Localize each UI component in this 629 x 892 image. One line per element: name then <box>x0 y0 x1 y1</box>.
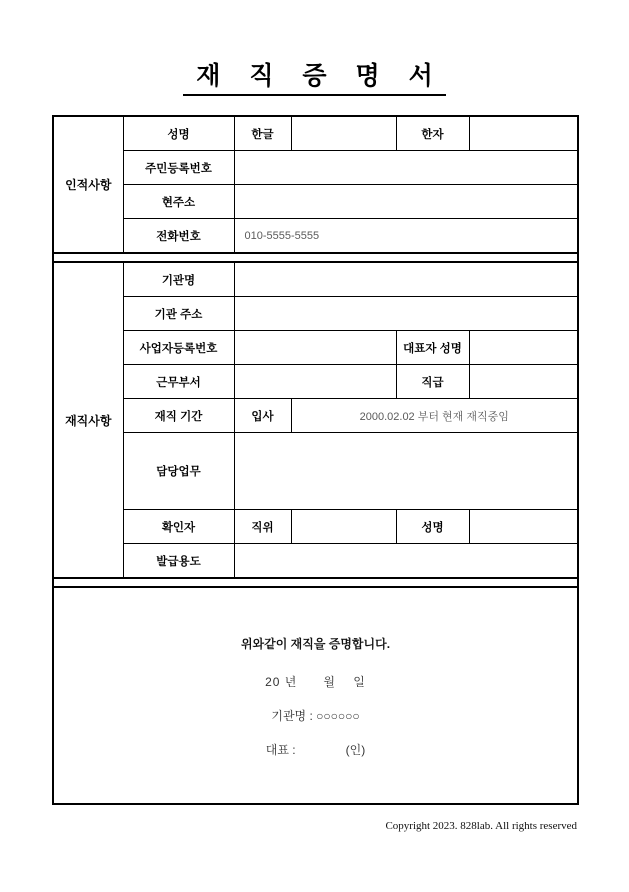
table-row-duties <box>53 433 578 510</box>
table-row-org-address <box>53 297 578 331</box>
certificate-table <box>52 115 579 805</box>
input-department[interactable] <box>234 365 396 399</box>
separator-bar-bottom <box>53 578 578 587</box>
input-verifier-position[interactable] <box>291 510 396 544</box>
field-label-verifier: 확인자 <box>123 510 234 544</box>
input-rank[interactable] <box>469 365 578 399</box>
table-row-resident-id <box>53 151 578 185</box>
field-label-resident-id: 주민등록번호 <box>123 151 234 185</box>
field-label-period: 재직 기간 <box>123 399 234 433</box>
input-resident-id[interactable] <box>234 151 578 185</box>
table-row-verifier <box>53 510 578 544</box>
section-label-employment: 재직사항 <box>53 262 123 578</box>
statement-block <box>53 587 578 804</box>
table-row-name <box>53 116 578 151</box>
table-row-address <box>53 185 578 219</box>
input-phone[interactable]: 010-5555-5555 <box>234 219 578 254</box>
table-row-period <box>53 399 578 433</box>
page-title: 재 직 증 명 서 <box>183 62 446 96</box>
field-label-rank: 직급 <box>396 365 469 399</box>
table-row-department <box>53 365 578 399</box>
input-org-name[interactable] <box>234 262 578 297</box>
input-purpose[interactable] <box>234 544 578 579</box>
sub-label-verifier-name: 성명 <box>396 510 469 544</box>
statement-certify-text: 위와같이 재직을 증명합니다. <box>240 637 391 651</box>
section-label-personal: 인적사항 <box>53 116 123 253</box>
field-label-address: 현주소 <box>123 185 234 219</box>
separator-bar <box>53 253 578 262</box>
field-label-org-name: 기관명 <box>123 262 234 297</box>
statement-inner <box>54 588 577 758</box>
input-business-number[interactable] <box>234 331 396 365</box>
input-name-hanja[interactable] <box>469 116 578 151</box>
table-row-org-name <box>53 262 578 297</box>
statement-date-line[interactable]: 20 년 월 일 <box>265 675 366 689</box>
copyright-notice: Copyright 2023. 828lab. All rights reserved <box>385 820 577 832</box>
table-row-phone <box>53 219 578 254</box>
field-label-duties: 담당업무 <box>123 433 234 510</box>
input-duties[interactable] <box>234 433 578 510</box>
field-label-business-number: 사업자등록번호 <box>123 331 234 365</box>
input-org-address[interactable] <box>234 297 578 331</box>
input-name-hangul[interactable] <box>291 116 396 151</box>
field-label-name: 성명 <box>123 116 234 151</box>
input-verifier-name[interactable] <box>469 510 578 544</box>
statement-org-line[interactable]: 기관명 : ○○○○○○ <box>271 709 360 723</box>
input-period-value[interactable]: 2000.02.02 부터 현재 재직중임 <box>291 399 578 433</box>
field-label-department: 근무부서 <box>123 365 234 399</box>
section-separator-top <box>53 253 578 262</box>
field-label-org-address: 기관 주소 <box>123 297 234 331</box>
sub-label-hanja: 한자 <box>396 116 469 151</box>
field-label-phone: 전화번호 <box>123 219 234 254</box>
sub-label-hangul: 한글 <box>234 116 291 151</box>
section-separator-bottom <box>53 578 578 587</box>
page-title-wrapper <box>0 62 629 96</box>
field-label-rep-name: 대표자 성명 <box>396 331 469 365</box>
table-row-business-number <box>53 331 578 365</box>
input-rep-name[interactable] <box>469 331 578 365</box>
field-label-purpose: 발급용도 <box>123 544 234 579</box>
statement-representative-line[interactable]: 대표 : (인) <box>265 743 366 757</box>
sub-label-verifier-position: 직위 <box>234 510 291 544</box>
table-row-statement <box>53 587 578 804</box>
table-row-purpose <box>53 544 578 579</box>
input-address[interactable] <box>234 185 578 219</box>
sub-label-join-date: 입사 <box>234 399 291 433</box>
